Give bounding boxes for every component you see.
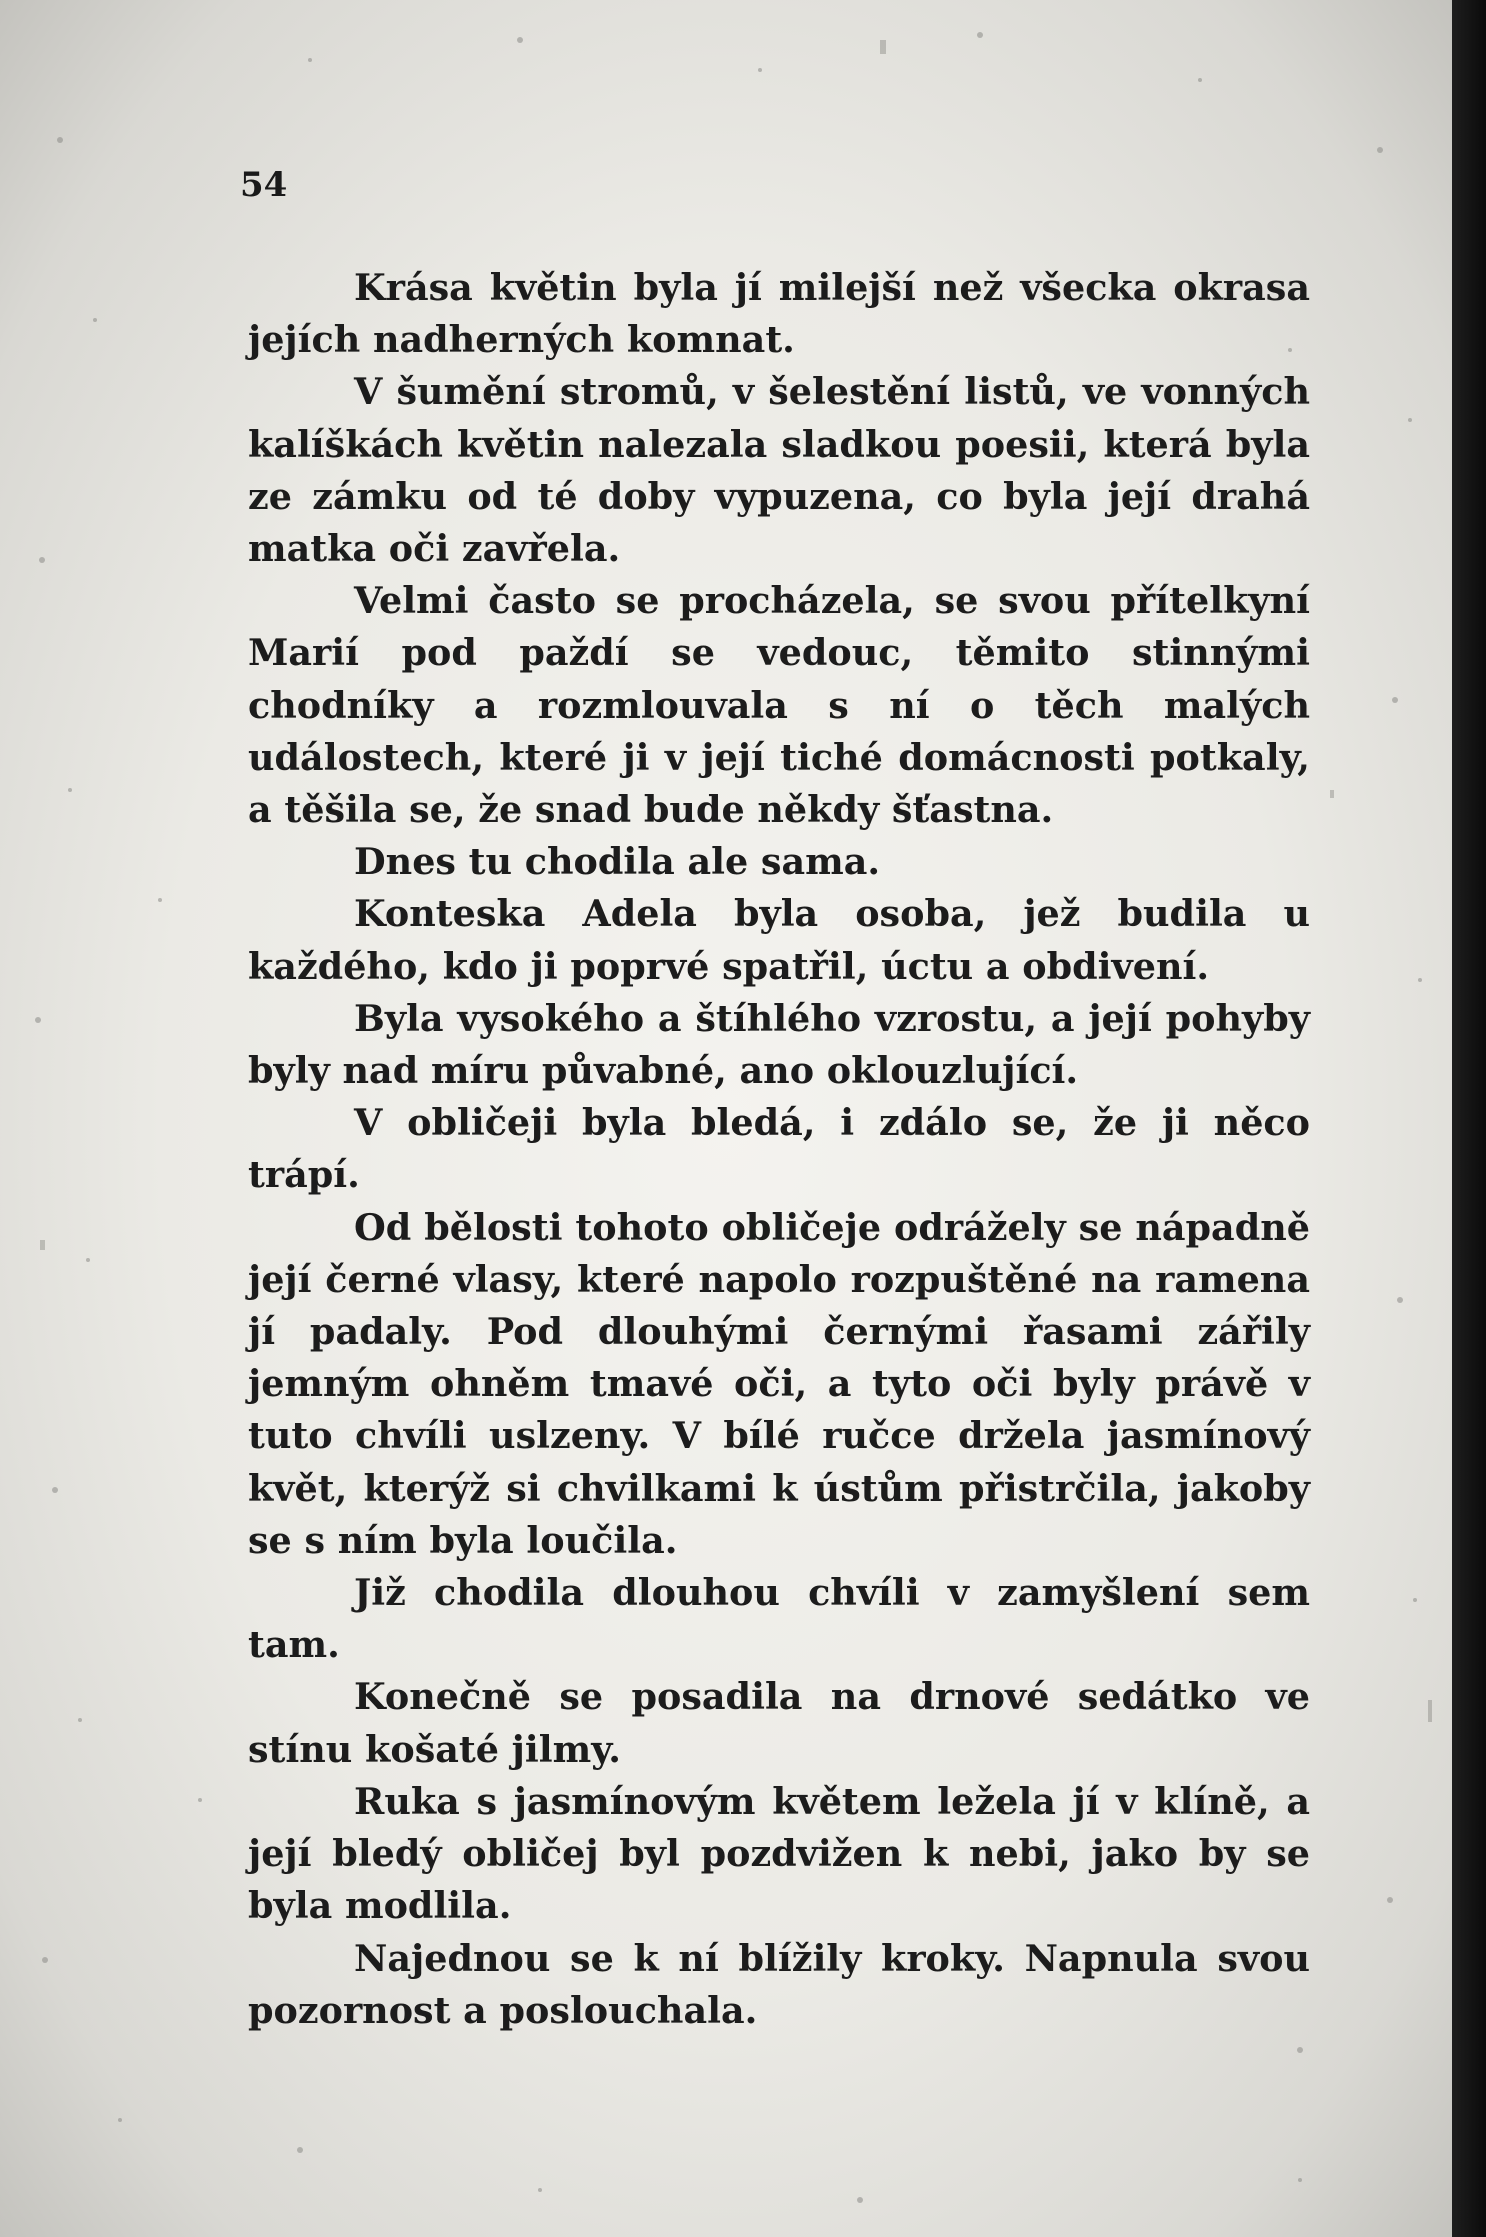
body-text [248, 262, 1310, 2037]
paragraph: Již chodila dlouhou chvíli v zamyšlení sem tam. [248, 1571, 1310, 1667]
page-number: 54 [240, 165, 288, 205]
paragraph: Ruka s jasmínovým květem ležela jí v klíně, a její bledý obličej byl pozdvižen k nebi, jako by se byla modlila. [248, 1779, 1310, 1928]
paragraph: V obličeji byla bledá, i zdálo se, že ji něco trápí. [248, 1101, 1310, 1197]
page-edge-shadow [1452, 0, 1486, 2237]
paragraph: V šumění stromů, v šelestění listů, ve vonných kalíškách květin nalezala sladkou poesii, která byla ze zámku od té doby vypuzena, co byla její drahá matka oči zavřela. [248, 370, 1310, 571]
paragraph: Byla vysokého a štíhlého vzrostu, a její pohyby byly nad míru půvabné, ano oklouzlující. [248, 996, 1310, 1093]
paragraph: Konečně se posadila na drnové sedátko ve stínu košaté jilmy. [248, 1675, 1310, 1771]
paragraph: Od bělosti tohoto obličeje odrážely se nápadně její černé vlasy, které napolo rozpuštěné na ramena jí padaly. Pod dlouhými černými řasami zářily jemným ohněm tmavé oči, a tyto oči byly právě v tuto chvíli uslzeny. V bílé ručce držela jasmínový květ, kterýž si chvilkami k ústům přistrčila, jakoby se s ním byla loučila. [248, 1205, 1310, 1562]
paragraph: Dnes tu chodila ale sama. [354, 840, 881, 884]
paragraph: Velmi často se procházela, se svou přítelkyní Marií pod paždí se vedouc, těmito stinnými chodníky a rozmlouvala s ní o těch malých událostech, které ji v její tiché domácnosti potkaly, a těšila se, že snad bude někdy šťastna. [248, 579, 1310, 832]
paragraph: Krása květin byla jí milejší než všecka okrasa jejích nadherných komnat. [248, 266, 1310, 362]
paragraph: Konteska Adela byla osoba, jež budila u každého, kdo ji poprvé spatřil, úctu a obdivení. [248, 892, 1310, 988]
paragraph: Najednou se k ní blížily kroky. Napnula svou pozornost a poslouchala. [248, 1936, 1310, 2032]
